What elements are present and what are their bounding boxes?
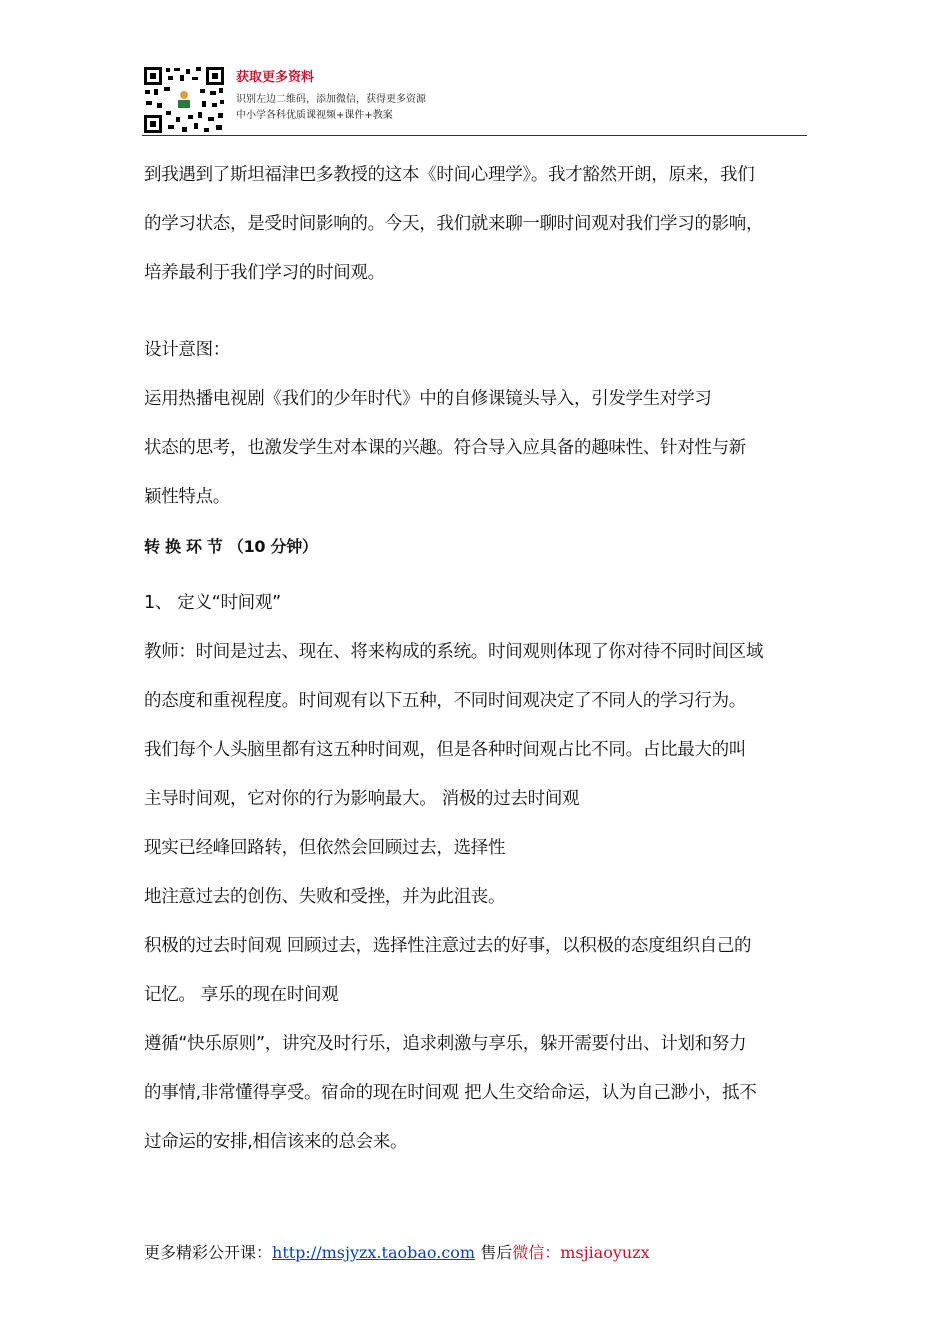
paragraph-line: 教师：时间是过去、现在、将来构成的系统。时间观则体现了你对待不同时间区域 — [144, 642, 764, 662]
list-item-1: 1、 定义“时间观” — [144, 593, 281, 613]
paragraph-line: 现实已经峰回路转，但依然会回顾过去，选择性 — [144, 838, 506, 858]
spacer — [144, 571, 808, 579]
qr-code-icon[interactable] — [142, 65, 226, 135]
header-line-2: 中小学各科优质课视频+课件+教案 — [236, 110, 393, 121]
paragraph-line: 的事情,非常懂得享受。宿命的现在时间观 把人生交给命运，认为自己渺小，抵不 — [144, 1083, 757, 1103]
paragraph-line: 运用热播电视剧《我们的少年时代》中的自修课镜头导入，引发学生对学习 — [144, 389, 712, 409]
header-divider — [142, 135, 807, 136]
paragraph-line: 遵循“快乐原则”，讲究及时行乐，追求刺激与享乐，躲开需要付出、计划和努力 — [144, 1034, 747, 1054]
paragraph-line: 主导时间观，它对你的行为影响最大。 消极的过去时间观 — [144, 789, 580, 809]
page-header — [142, 60, 807, 138]
design-intent-label: 设计意图： — [144, 340, 230, 360]
wechat-label: 微信： — [512, 1243, 561, 1262]
paragraph-line: 过命运的安排,相信该来的总会来。 — [144, 1132, 408, 1152]
spacer — [144, 298, 808, 326]
paragraph-line: 的学习状态，是受时间影响的。今天，我们就来聊一聊时间观对我们学习的影响， — [144, 214, 764, 234]
section-heading: 转 换 环 节 （10 分钟） — [144, 537, 318, 556]
paragraph-line: 培养最利于我们学习的时间观。 — [144, 263, 385, 283]
paragraph-line: 记忆。 享乐的现在时间观 — [144, 985, 339, 1005]
page-footer — [144, 1240, 650, 1263]
paragraph-line: 地注意过去的创伤、失败和受挫，并为此沮丧。 — [144, 887, 506, 907]
paragraph-line: 状态的思考，也激发学生对本课的兴趣。符合导入应具备的趣味性、针对性与新 — [144, 438, 746, 458]
paragraph-line: 到我遇到了斯坦福津巴多教授的这本《时间心理学》。我才豁然开朗，原来，我们 — [144, 165, 755, 185]
header-line-1: 识别左边二维码，添加微信，获得更多资源 — [236, 94, 426, 105]
header-text — [236, 70, 426, 124]
wechat-id: msjiaoyuzx — [560, 1243, 650, 1262]
brand-title: 获取更多资料 — [236, 70, 315, 85]
document-body — [144, 151, 808, 1167]
paragraph-line: 积极的过去时间观 回顾过去，选择性注意过去的好事，以积极的态度组织自己的 — [144, 936, 752, 956]
paragraph-line: 我们每个人头脑里都有这五种时间观，但是各种时间观占比不同。占比最大的叫 — [144, 740, 746, 760]
footer-prefix: 更多精彩公开课： — [144, 1243, 273, 1262]
paragraph-line: 颖性特点。 — [144, 487, 230, 507]
paragraph-line: 的态度和重视程度。时间观有以下五种，不同时间观决定了不同人的学习行为。 — [144, 691, 746, 711]
footer-middle: 售后 — [475, 1243, 513, 1262]
footer-link[interactable]: http://msjyzx.taobao.com — [272, 1243, 476, 1262]
